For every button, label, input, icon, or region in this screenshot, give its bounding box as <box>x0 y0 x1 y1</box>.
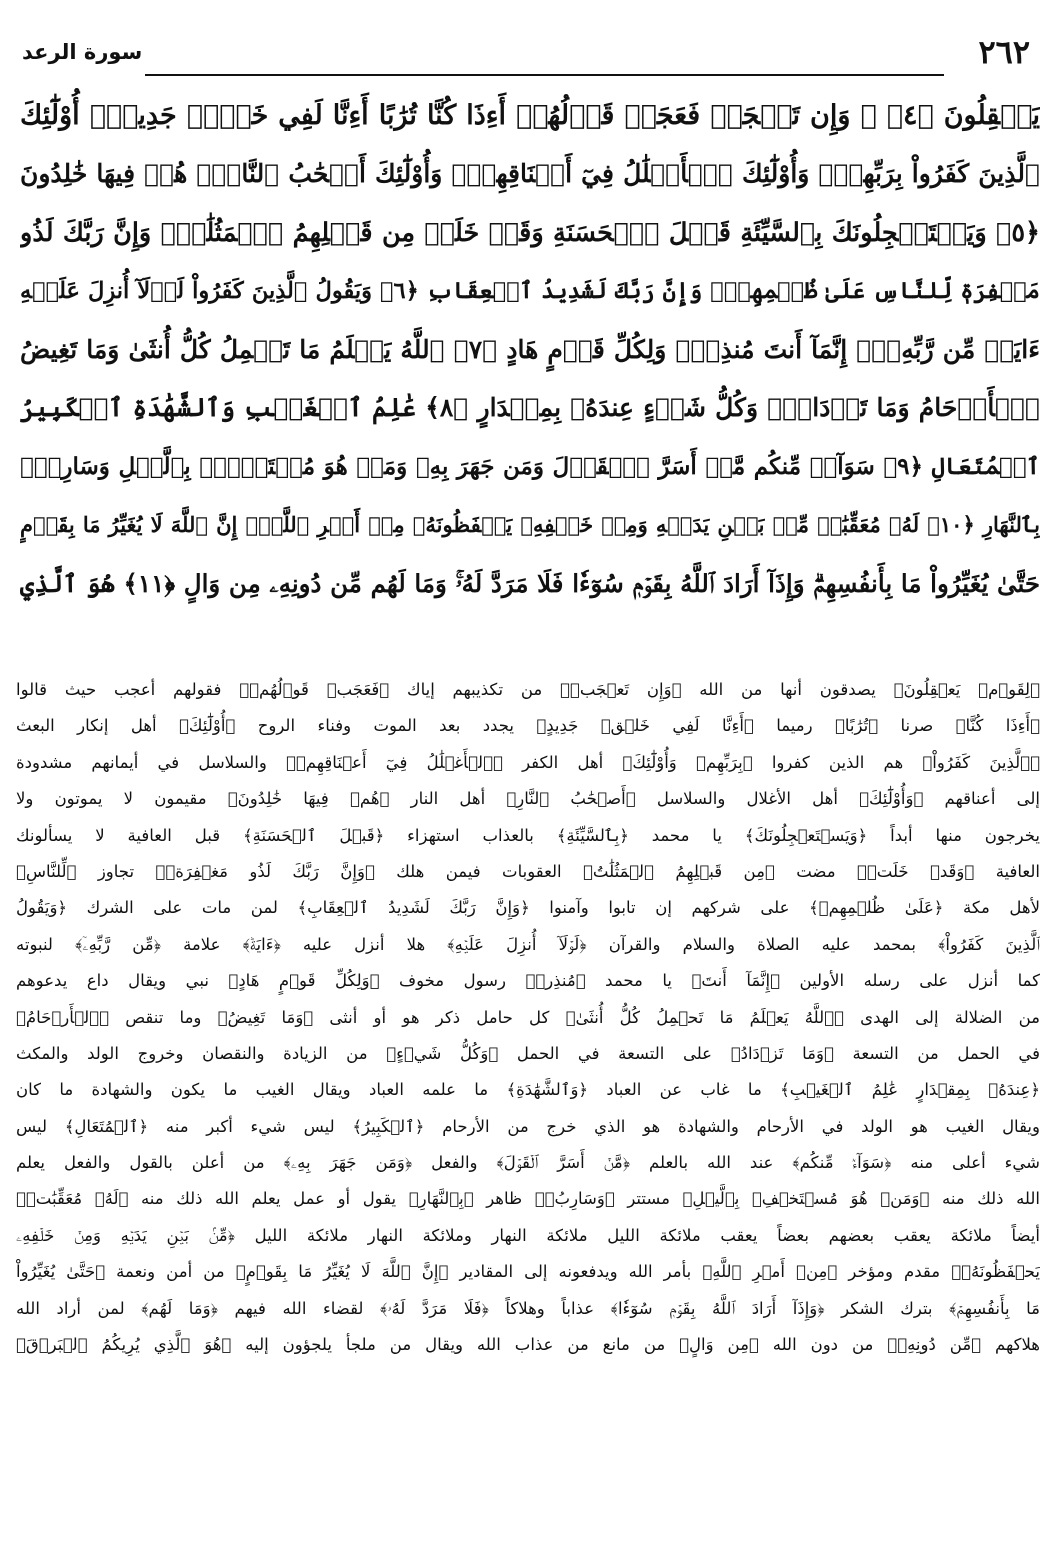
quran-line: بِٱلنَّهَارِ ﴿١٠﴾ لَهُۥ مُعَقِّبَٰتٞ مِّنۢ بَيۡنِ يَدَيۡهِ وَمِنۡ خَلۡفِهِۦ يَحۡفَظُونَهُۥ مِنۡ أَمۡرِ ٱللَّهِۗ إِنَّ ٱللَّهَ لَا يُغَيِّرُ مَا بِقَوۡمٍ <box>20 512 1040 538</box>
tafsir-line: من الضلالة إلى الهدى ﴿ٱللَّهُ يَعۡلَمُ مَا تَحۡمِلُ كُلُّ أُنثَىٰ﴾ كل حامل ذكر هو أو أنثى ﴿وَمَا تَغِيضُ﴾ وما تنقص ﴿ٱلۡأَرۡحَامُ﴾ <box>16 1007 1040 1027</box>
surah-name: سورة الرعد <box>22 40 143 64</box>
header-divider <box>145 74 944 76</box>
tafsir-text-block <box>16 672 1040 1363</box>
quran-line: ٱلۡأَرۡحَامُ وَمَا تَزۡدَادُۚ وَكُلُّ شَيۡءٍ عِندَهُۥ بِمِقۡدَارٍ ﴿٨﴾ عَٰلِمُ ٱلۡغَيۡبِ وَٱلشَّهَٰدَةِ ٱلۡكَبِيرُ <box>20 393 1040 423</box>
tafsir-line: ﴿عِندَهُۥ بِمِقۡدَارٍ عَٰلِمُ ٱلۡغَيۡبِ﴾ ما غاب عن العباد ﴿وَٱلشَّهَٰدَةِ﴾ ما علمه العباد ويقال الغيب ما يكون والشهادة ما كان <box>16 1080 1040 1100</box>
tafsir-line: أيضاً ملائكة يعقب بعضهم بعضاً يعقب ملائكة الليل ملائكة النهار وملائكة النهار ملائكة الليل ﴿مِّنۢ بَيۡنِ يَدَيۡهِ وَمِنۡ خَلۡفِهِۦ <box>16 1225 1040 1245</box>
tafsir-line: ﴿لِقَوۡمٖ يَعۡقِلُونَ﴾ يصدقون أنها من الله ﴿وَإِن تَعۡجَبۡ﴾ من تكذيبهم إياك ﴿فَعَجَبٞ قَوۡلُهُمۡ﴾ فقولهم أعجب حيث قالوا <box>16 680 1040 699</box>
tafsir-line: إلى أعناقهم ﴿وَأُوْلَٰٓئِكَ﴾ أهل الأغلال والسلاسل ﴿أَصۡحَٰبُ ٱلنَّارِ﴾ أهل النار ﴿هُمۡ فِيهَا خَٰلِدُونَ﴾ مقيمون لا يموتون ولا <box>16 789 1040 809</box>
quran-line: ءَايَةٞ مِّن رَّبِّهِۦٓۗ إِنَّمَآ أَنتَ مُنذِرٞۖ وَلِكُلِّ قَوۡمٍ هَادٍ ﴿٧﴾ ٱللَّهُ يَعۡلَمُ مَا تَحۡمِلُ كُلُّ أُنثَىٰ وَمَا تَغِيضُ <box>20 334 1040 364</box>
page-number: ٢٦٢ <box>978 33 1030 71</box>
tafsir-line: ويقال الغيب هو الولد في الأرحام والشهادة هو الذي خرج من الأرحام ﴿ٱلۡكَبِيرُ﴾ ليس شيء أكبر منه ﴿ٱلۡمُتَعَالِ﴾ ليس <box>16 1116 1040 1136</box>
quran-line: مَغۡفِرَةٖ لِّلنَّاسِ عَلَىٰ ظُلۡمِهِمۡۖ وَإِنَّ رَبَّكَ لَشَدِيدُ ٱلۡعِقَابِ ﴿٦﴾ وَيَقُولُ ٱلَّذِينَ كَفَرُواْ لَوۡلَآ أُنزِلَ عَلَيۡهِ <box>20 277 1040 304</box>
tafsir-line: كما أنزل على رسله الأولين ﴿إِنَّمَآ أَنتَ﴾ يا محمد ﴿مُنذِرٞ﴾ رسول مخوف ﴿وَلِكُلِّ قَوۡمٍ هَادٍ﴾ نبي ويقال داع يدعوهم <box>16 971 1040 991</box>
tafsir-line: العافية ﴿وَقَدۡ خَلَتۡ﴾ مضت ﴿مِن قَبۡلِهِمُ ٱلۡمَثُلَٰتُ﴾ العقوبات فيمن هلك ﴿وَإِنَّ رَبَّكَ لَذُو مَغۡفِرَةٖ﴾ تجاوز ﴿لِّلنَّاسِ﴾ <box>16 861 1040 881</box>
quran-text-block <box>20 86 1040 613</box>
tafsir-line: ﴿ٱلَّذِينَ كَفَرُواْ﴾ هم الذين كفروا ﴿بِرَبِّهِمۡ وَأُوْلَٰٓئِكَ﴾ أهل الكفر ﴿ٱلۡأَغۡلَٰلُ فِيٓ أَعۡنَاقِهِمۡ﴾ والسلاسل في أيمانهم مشدودة <box>16 752 1040 772</box>
quran-line: ٱلَّذِينَ كَفَرُواْ بِرَبِّهِمۡۖ وَأُوْلَٰٓئِكَ ٱلۡأَغۡلَٰلُ فِيٓ أَعۡنَاقِهِمۡۖ وَأُوْلَٰٓئِكَ أَصۡحَٰبُ ٱلنَّارِۖ هُمۡ فِيهَا خَٰلِدُونَ <box>20 159 1040 189</box>
tafsir-line: في الحمل من التسعة ﴿وَمَا تَزۡدَادُ﴾ على التسعة في الحمل ﴿وَكُلُّ شَيۡءٍ﴾ من الزيادة والنقصان وخروج الولد والمكث <box>16 1043 1040 1063</box>
tafsir-line: لأهل مكة ﴿عَلَىٰ ظُلۡمِهِمۡ﴾ على شركهم إن تابوا وآمنوا ﴿وَإِنَّ رَبَّكَ لَشَدِيدُ ٱلۡعِقَابِ﴾ لمن مات على الشرك ﴿وَيَقُولُ <box>16 898 1040 918</box>
tafsir-line: يخرجون منها أبداً ﴿وَيَسۡتَعۡجِلُونَكَ﴾ يا محمد ﴿بِٱلسَّيِّئَةِ﴾ بالعذاب استهزاء ﴿قَبۡلَ ٱلۡحَسَنَةِ﴾ قبل العافية لا يسألونك <box>16 825 1040 845</box>
tafsir-line: مَا بِأَنفُسِهِمۡ﴾ بترك الشكر ﴿وَإِذَآ أَرَادَ ٱللَّهُ بِقَوۡمٖ سُوٓءٗا﴾ عذاباً وهلاكاً ﴿فَلَا مَرَدَّ لَهُۥ﴾ لقضاء الله فيهم ﴿وَمَا لَهُم﴾ لمن أراد الله <box>16 1298 1040 1318</box>
tafsir-line: الله ذلك منه ﴿وَمَنۡ هُوَ مُسۡتَخۡفِۭ بِٱلَّيۡلِ﴾ مستتر ﴿وَسَارِبُۢ﴾ ظاهر ﴿بِٱلنَّهَارِ﴾ يقول أو عمل يعلم الله ذلك منه ﴿لَهُۥ مُعَقِّبَٰتٞ﴾ <box>16 1189 1040 1209</box>
tafsir-line: يَحۡفَظُونَهُۥ﴾ مقدم ومؤخر ﴿مِنۡ أَمۡرِ ٱللَّهِ﴾ بأمر الله ويدفعونه إلى المقادير ﴿إِنَّ ٱللَّهَ لَا يُغَيِّرُ مَا بِقَوۡمٍ﴾ من أمن ونعمة ﴿حَتَّىٰ يُغَيِّرُواْ <box>16 1262 1040 1282</box>
tafsir-line: هلاكهم ﴿مِّن دُونِهِۦ﴾ من دون الله ﴿مِن وَالٍ﴾ من مانع من عذاب الله ويقال من ملجأ يلجؤون إليه ﴿هُوَ ٱلَّذِي يُرِيكُمُ ٱلۡبَرۡقَ﴾ <box>16 1335 1040 1355</box>
quran-line: يَعۡقِلُونَ ﴿٤﴾ ۞ وَإِن تَعۡجَبۡ فَعَجَبٞ قَوۡلُهُمۡ أَءِذَا كُنَّا تُرَٰبًا أَءِنَّا لَفِي خَلۡقٖ جَدِيدٍۗ أُوْلَٰٓئِكَ <box>20 99 1040 131</box>
quran-line: حَتَّىٰ يُغَيِّرُواْ مَا بِأَنفُسِهِمۡۗ وَإِذَآ أَرَادَ ٱللَّهُ بِقَوۡمٖ سُوٓءٗا فَلَا مَرَدَّ لَهُۥۚ وَمَا لَهُم مِّن دُونِهِۦ مِن وَالٍ ﴿١١﴾ هُوَ ٱلَّذِي <box>20 568 1040 598</box>
quran-line: ﴿٥﴾ وَيَسۡتَعۡجِلُونَكَ بِٱلسَّيِّئَةِ قَبۡلَ ٱلۡحَسَنَةِ وَقَدۡ خَلَتۡ مِن قَبۡلِهِمُ ٱلۡمَثُلَٰتُۗ وَإِنَّ رَبَّكَ لَذُو <box>20 217 1040 248</box>
tafsir-line: ﴿أَءِذَا كُنَّا﴾ صرنا ﴿تُرَٰبًا﴾ رميما ﴿أَءِنَّا لَفِي خَلۡقٖ جَدِيدٍ﴾ يجدد بعد الموت وفناء الروح ﴿أُوْلَٰٓئِكَ﴾ أهل إنكار البعث <box>16 716 1040 736</box>
tafsir-line: شيء أعلى منه ﴿سَوَآءٞ مِّنكُم﴾ عند الله بالعلم ﴿مَّنۡ أَسَرَّ ٱلۡقَوۡلَ﴾ والفعل ﴿وَمَن جَهَرَ بِهِۦ﴾ من أعلن بالقول والفعل يعلم <box>16 1153 1040 1173</box>
quran-line: ٱلۡمُتَعَالِ ﴿٩﴾ سَوَآءٞ مِّنكُم مَّنۡ أَسَرَّ ٱلۡقَوۡلَ وَمَن جَهَرَ بِهِۦ وَمَنۡ هُوَ مُسۡتَخۡفِۭ بِٱلَّيۡلِ وَسَارِبُۢ <box>20 452 1040 480</box>
tafsir-line: ٱلَّذِينَ كَفَرُواْ﴾ بمحمد عليه الصلاة والسلام والقرآن ﴿لَوۡلَآ أُنزِلَ عَلَيۡهِ﴾ هلا أنزل عليه ﴿ءَايَةٞ﴾ علامة ﴿مِّن رَّبِّهِۦٓ﴾ لنبوته <box>16 934 1040 954</box>
